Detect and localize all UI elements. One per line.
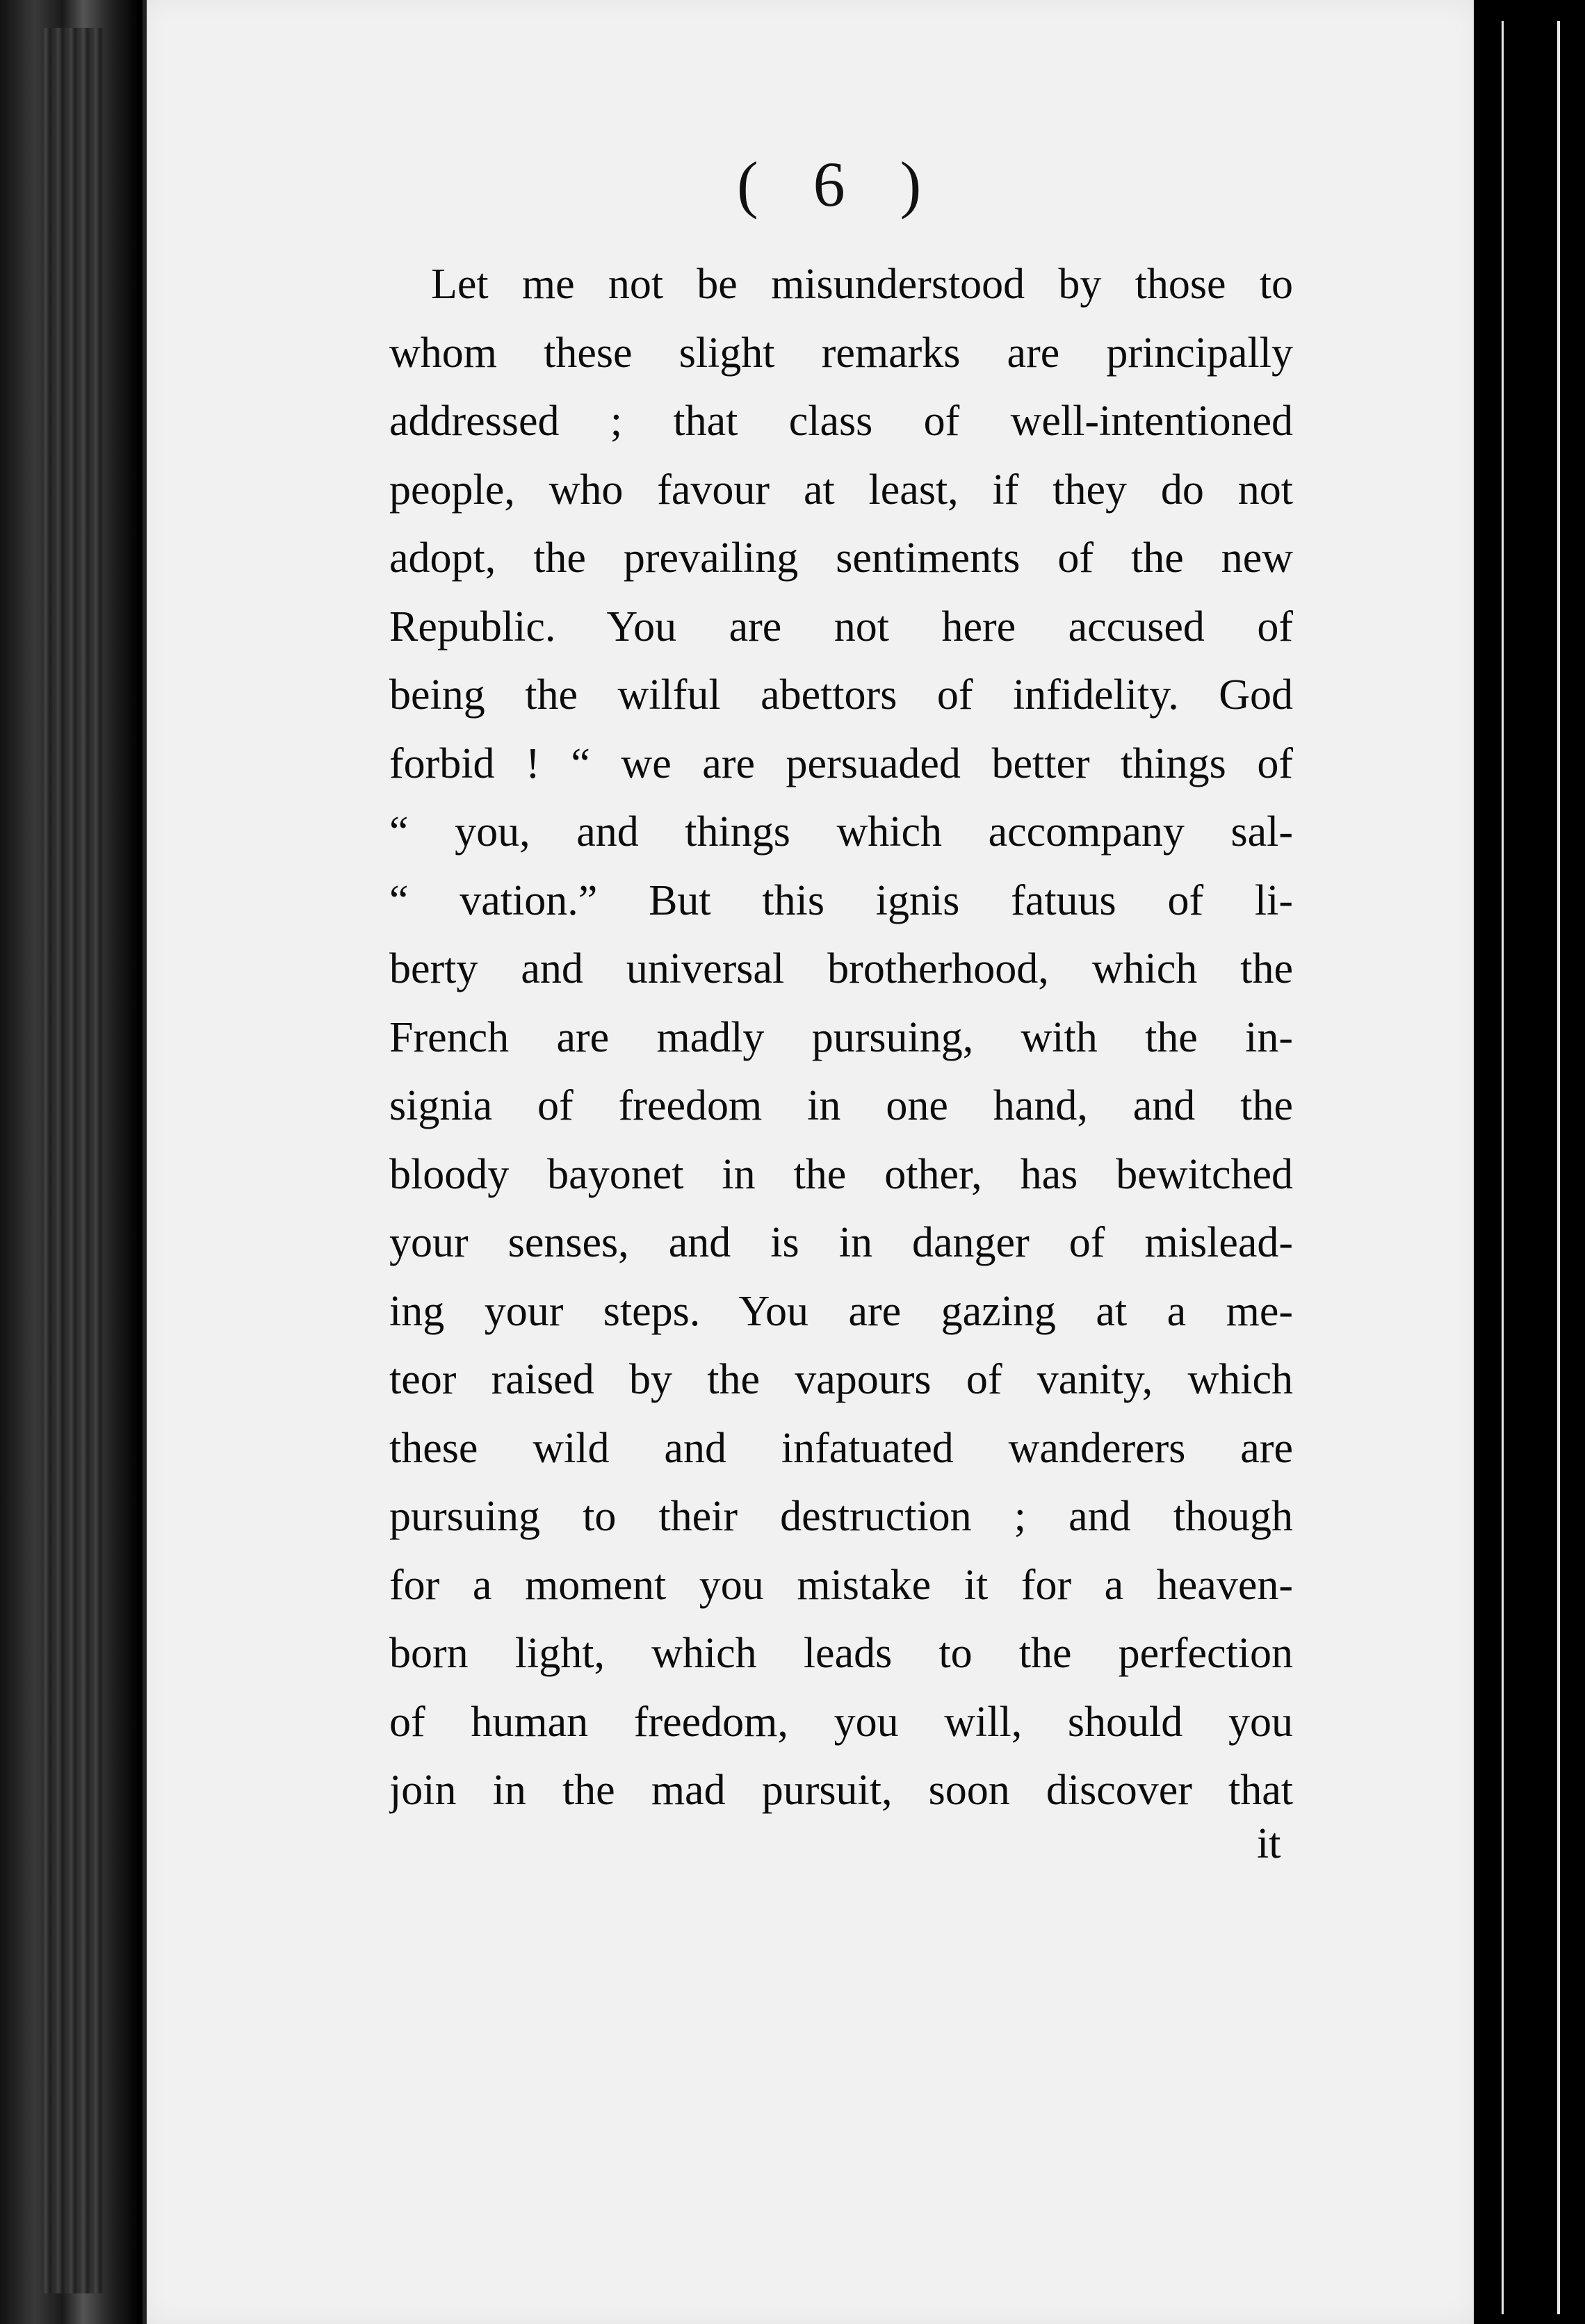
text-line: born light, which leads to the perfection (389, 1630, 1293, 1677)
text-line: French are madly pursuing, with the in- (389, 1013, 1293, 1061)
text-line: your senses, and is in danger of mislead- (389, 1219, 1293, 1266)
text-line: berty and universal brotherhood, which the (389, 945, 1293, 992)
text-line: of human freedom, you will, should you (389, 1698, 1293, 1746)
catchword: it (1257, 1820, 1281, 1867)
page-left-edge (143, 0, 147, 2324)
page-edge-line (1557, 21, 1560, 2314)
text-line: signia of freedom in one hand, and the (389, 1082, 1293, 1129)
book-gutter (0, 0, 139, 2324)
text-line: “ vation.” But this ignis fatuus of li- (389, 876, 1293, 924)
text-line: whom these slight remarks are principally (389, 329, 1293, 377)
text-line: being the wilful abettors of infidelity. God (389, 671, 1293, 719)
body-text (389, 250, 1293, 1825)
text-line: join in the mad pursuit, soon discover that (389, 1767, 1293, 1814)
text-line: ing your steps. You are gazing at a me- (389, 1287, 1293, 1335)
text-line: pursuing to their destruction ; and though (389, 1493, 1293, 1540)
text-line: “ you, and things which accompany sal- (389, 808, 1293, 856)
text-line: Let me not be misunderstood by those to (431, 261, 1293, 308)
text-line: adopt, the prevailing sentiments of the new (389, 534, 1293, 582)
text-line: teor raised by the vapours of vanity, which (389, 1356, 1293, 1403)
text-line: bloody bayonet in the other, has bewitched (389, 1150, 1293, 1198)
next-page-edge (1474, 0, 1585, 2324)
text-line: these wild and infatuated wanderers are (389, 1424, 1293, 1472)
text-line: people, who favour at least, if they do not (389, 466, 1293, 514)
text-line: Republic. You are not here accused of (389, 603, 1293, 650)
text-line: for a moment you mistake it for a heaven- (389, 1561, 1293, 1609)
page-number: ( 6 ) (737, 149, 941, 220)
text-line: addressed ; that class of well-intentioned (389, 398, 1293, 445)
text-line: forbid ! “ we are persuaded better things of (389, 739, 1293, 787)
page-edge-line (1502, 21, 1504, 2314)
binding-strip (42, 28, 104, 2293)
